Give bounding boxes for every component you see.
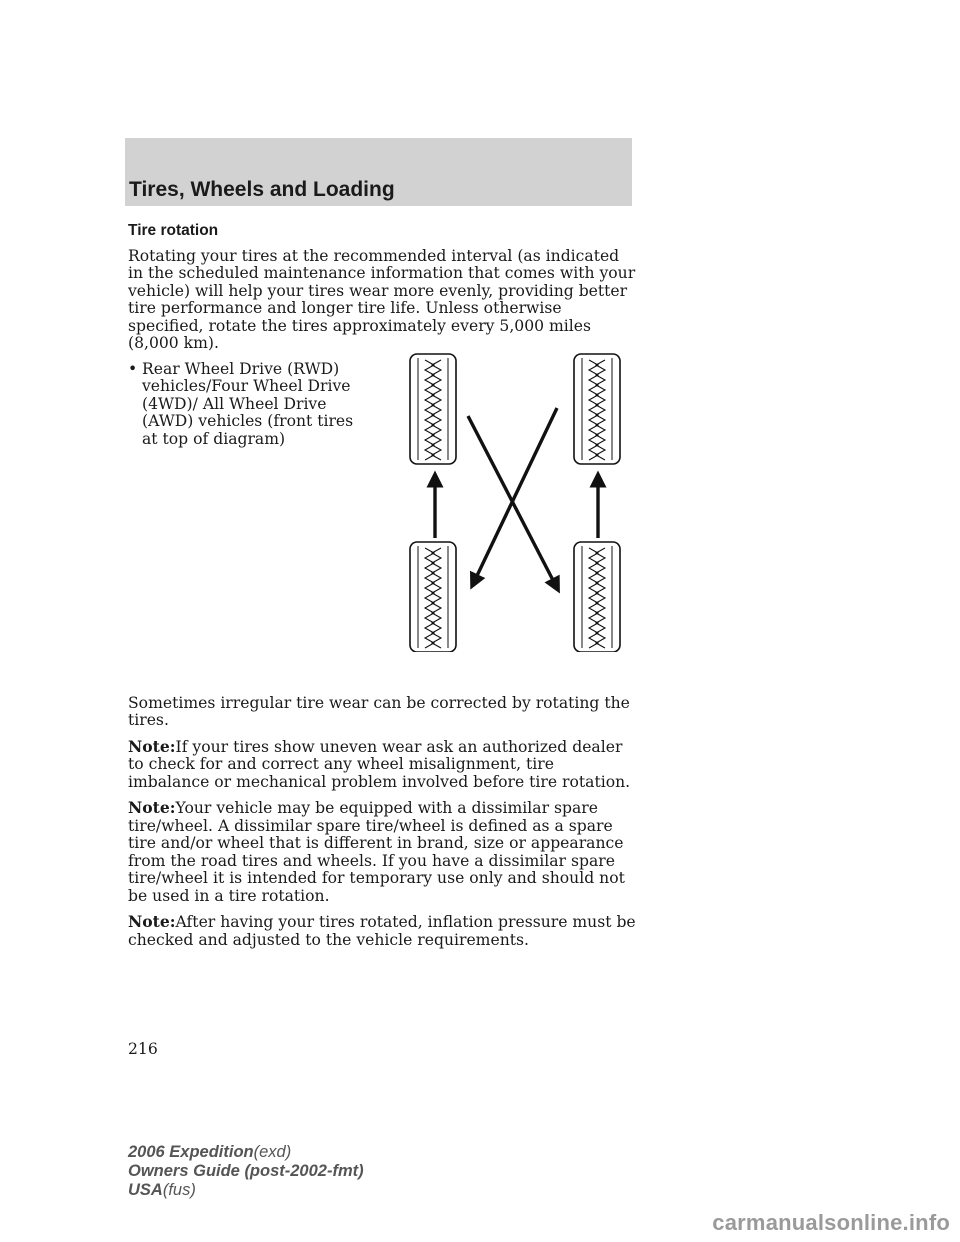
bullet-text: Rear Wheel Drive (RWD) vehicles/Four Wheel Drive (4WD)/ All Wheel Drive (AWD) vehicles (front tires at top of diagram): [142, 359, 354, 448]
tire-rear-right: [574, 542, 620, 652]
tire-rotation-diagram: [404, 352, 624, 652]
after-diagram-paragraph: Sometimes irregular tire wear can be corrected by rotating the tires.: [128, 693, 630, 729]
intro-paragraph: Rotating your tires at the recommended interval (as indicated in the scheduled maintenance information that comes with your vehicle) will help your tires wear more evenly, providing better tire performance and longer tire life. Unless otherwise specified, rotate the tires approximately every 5,000 miles (8,000 km).: [128, 246, 636, 352]
note-label: Note:: [128, 798, 176, 817]
tire-rear-left: [410, 542, 456, 652]
watermark-text: carmanualsonline.info: [712, 1210, 950, 1235]
footer-model: 2006 Expedition: [128, 1143, 254, 1161]
note-text: If your tires show uneven wear ask an authorized dealer to check for and correct any wheel misalignment, tire imbalance or mechanical problem involved before tire rotation.: [128, 737, 631, 791]
footer-market-code: (fus): [162, 1181, 196, 1199]
note-text: After having your tires rotated, inflation pressure must be checked and adjusted to the vehicle requirements.: [128, 913, 636, 949]
footer-model-code: (exd): [253, 1143, 292, 1161]
page-number: 216: [128, 1040, 158, 1058]
note-paragraph-3: [128, 913, 638, 949]
page-title: Tires, Wheels and Loading: [129, 178, 395, 201]
tire-front-left: [410, 354, 456, 464]
note-text: Your vehicle may be equipped with a dissimilar spare tire/wheel. A dissimilar spare tire/wheel is defined as a spare tire and/or wheel that is different in brand, size or appearance from the road tires and wheels. If you have a dissimilar spare tire/wheel it is intended for temporary use only and should not be used in a tire rotation.: [128, 799, 625, 905]
arrow-front-right-to-rear-left: [474, 408, 557, 582]
document-footer: [128, 1143, 364, 1200]
note-paragraph-2: [128, 799, 638, 905]
note-paragraph-1: [128, 738, 638, 792]
footer-guide: Owners Guide (post-2002-fmt): [128, 1162, 364, 1180]
section-heading: Tire rotation: [128, 222, 219, 239]
footer-market: USA: [128, 1181, 163, 1199]
bullet-symbol: •: [128, 359, 138, 378]
tire-front-right: [574, 354, 620, 464]
note-label: Note:: [128, 912, 176, 931]
note-label: Note:: [128, 736, 176, 756]
section-header-band: [125, 138, 632, 206]
